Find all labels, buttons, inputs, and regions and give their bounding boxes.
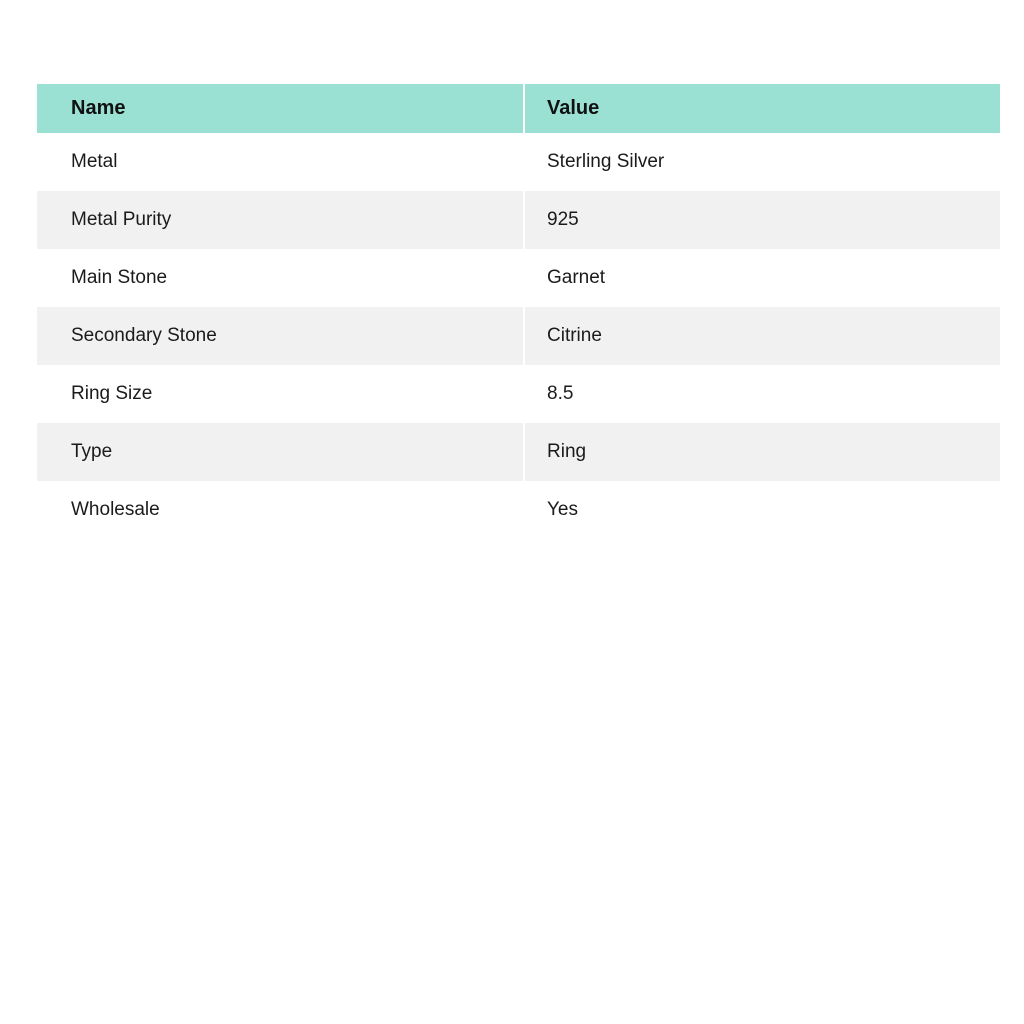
attribute-value-cell: Ring: [523, 423, 1000, 481]
table-body: [37, 133, 1000, 539]
table-row: [37, 481, 1000, 539]
header-value-cell: Value: [523, 84, 1000, 133]
table-header-row: [37, 84, 1000, 133]
table-row: [37, 133, 1000, 191]
attribute-value-cell: Sterling Silver: [523, 133, 1000, 191]
attribute-value-cell: Garnet: [523, 249, 1000, 307]
attribute-name-cell: Ring Size: [37, 365, 523, 423]
attribute-value-cell: Citrine: [523, 307, 1000, 365]
attribute-name-cell: Metal Purity: [37, 191, 523, 249]
table-row: [37, 249, 1000, 307]
attributes-table: [37, 84, 1000, 539]
table-row: [37, 307, 1000, 365]
attribute-name-cell: Secondary Stone: [37, 307, 523, 365]
table-header: [37, 84, 1000, 133]
attribute-name-cell: Type: [37, 423, 523, 481]
table-row: [37, 365, 1000, 423]
attribute-value-cell: 925: [523, 191, 1000, 249]
table-row: [37, 191, 1000, 249]
attribute-value-cell: Yes: [523, 481, 1000, 539]
attribute-value-cell: 8.5: [523, 365, 1000, 423]
attributes-table-container: [37, 84, 1000, 539]
attribute-name-cell: Metal: [37, 133, 523, 191]
table-row: [37, 423, 1000, 481]
attribute-name-cell: Wholesale: [37, 481, 523, 539]
header-name-cell: Name: [37, 84, 523, 133]
attribute-name-cell: Main Stone: [37, 249, 523, 307]
